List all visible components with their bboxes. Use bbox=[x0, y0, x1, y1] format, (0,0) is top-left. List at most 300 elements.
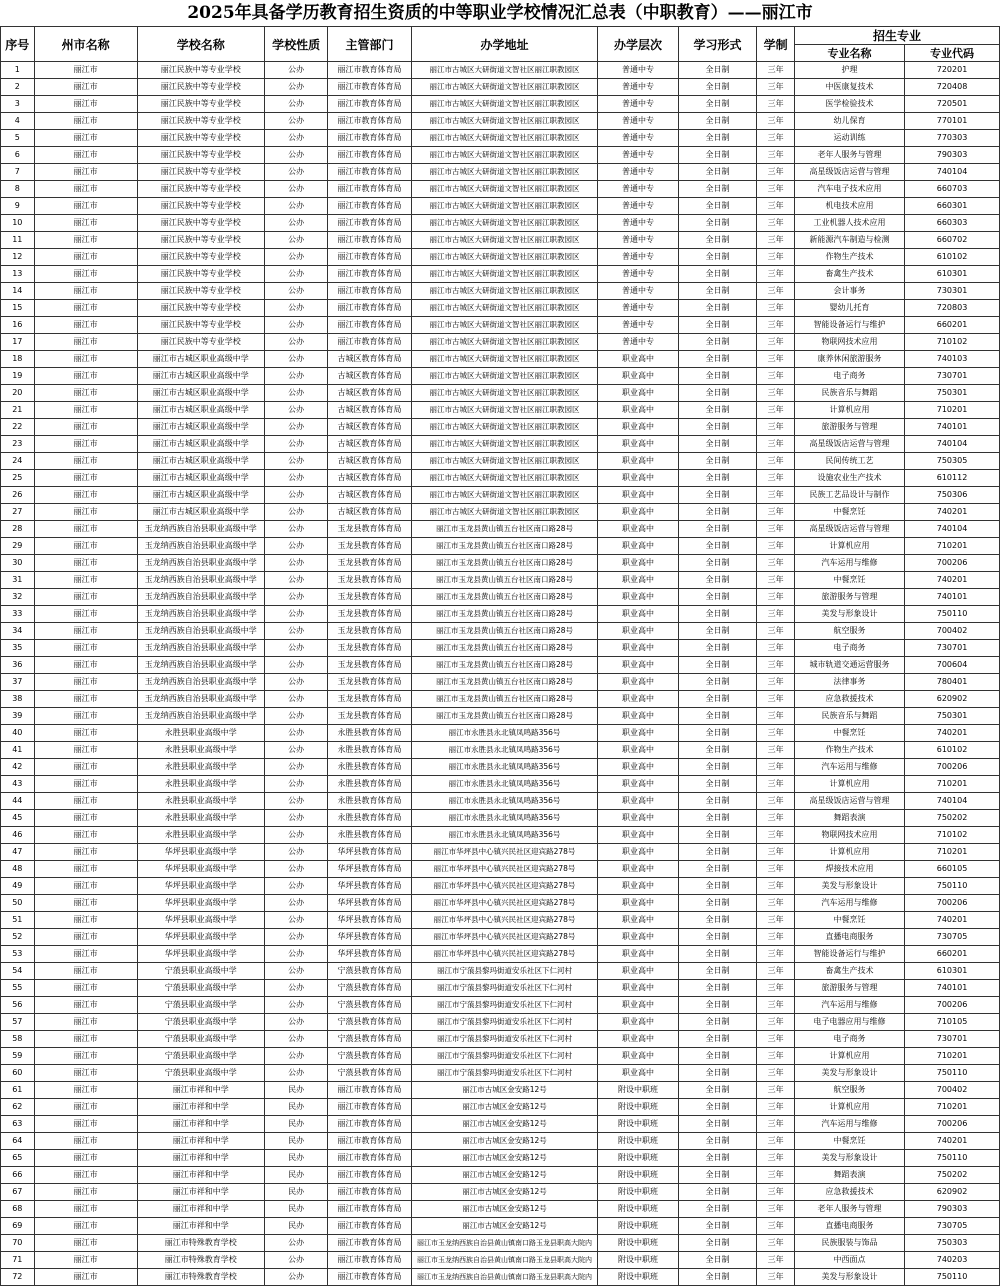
cell-city: 丽江市 bbox=[34, 385, 137, 402]
cell-mode: 全日制 bbox=[678, 1269, 756, 1286]
cell-major-code: 740201 bbox=[905, 504, 1000, 521]
cell-major-code: 730701 bbox=[905, 640, 1000, 657]
cell-dept: 丽江市教育体育局 bbox=[328, 232, 412, 249]
cell-level: 职业高中 bbox=[598, 402, 679, 419]
cell-mode: 全日制 bbox=[678, 232, 756, 249]
cell-major-name: 运动训练 bbox=[794, 130, 904, 147]
cell-nature: 公办 bbox=[264, 878, 327, 895]
cell-seq: 3 bbox=[1, 96, 35, 113]
cell-school-name: 丽江市古城区职业高级中学 bbox=[137, 453, 264, 470]
cell-duration: 三年 bbox=[757, 555, 795, 572]
header-duration: 学制 bbox=[757, 27, 795, 62]
cell-address: 丽江市宁蒗县黎玛街道安乐社区下仁河村 bbox=[411, 1014, 598, 1031]
cell-nature: 公办 bbox=[264, 504, 327, 521]
cell-city: 丽江市 bbox=[34, 912, 137, 929]
cell-school-name: 永胜县职业高级中学 bbox=[137, 725, 264, 742]
cell-city: 丽江市 bbox=[34, 1201, 137, 1218]
cell-level: 职业高中 bbox=[598, 538, 679, 555]
cell-mode: 全日制 bbox=[678, 844, 756, 861]
cell-duration: 三年 bbox=[757, 283, 795, 300]
cell-city: 丽江市 bbox=[34, 1133, 137, 1150]
table-row bbox=[1, 640, 1000, 657]
cell-dept: 玉龙县教育体育局 bbox=[328, 606, 412, 623]
cell-mode: 全日制 bbox=[678, 1133, 756, 1150]
header-address: 办学地址 bbox=[411, 27, 598, 62]
cell-seq: 25 bbox=[1, 470, 35, 487]
cell-mode: 全日制 bbox=[678, 725, 756, 742]
cell-address: 丽江市古城区大研街道文智社区丽江职教园区 bbox=[411, 215, 598, 232]
cell-mode: 全日制 bbox=[678, 963, 756, 980]
cell-nature: 公办 bbox=[264, 402, 327, 419]
cell-major-name: 美发与形象设计 bbox=[794, 606, 904, 623]
cell-major-code: 740101 bbox=[905, 419, 1000, 436]
table-row bbox=[1, 521, 1000, 538]
cell-address: 丽江市华坪县中心镇兴民社区迎宾路278号 bbox=[411, 895, 598, 912]
cell-major-name: 旅游服务与管理 bbox=[794, 419, 904, 436]
cell-dept: 丽江市教育体育局 bbox=[328, 181, 412, 198]
cell-major-code: 750301 bbox=[905, 385, 1000, 402]
cell-address: 丽江市玉龙县黄山镇五台社区南口路28号 bbox=[411, 657, 598, 674]
cell-major-code: 710201 bbox=[905, 776, 1000, 793]
cell-level: 职业高中 bbox=[598, 725, 679, 742]
cell-major-name: 中西面点 bbox=[794, 1252, 904, 1269]
table-row bbox=[1, 1065, 1000, 1082]
cell-duration: 三年 bbox=[757, 589, 795, 606]
cell-major-code: 730705 bbox=[905, 1218, 1000, 1235]
cell-school-name: 丽江市祥和中学 bbox=[137, 1184, 264, 1201]
cell-major-name: 美发与形象设计 bbox=[794, 1065, 904, 1082]
cell-city: 丽江市 bbox=[34, 1048, 137, 1065]
cell-nature: 公办 bbox=[264, 776, 327, 793]
cell-nature: 公办 bbox=[264, 198, 327, 215]
cell-school-name: 丽江市特殊教育学校 bbox=[137, 1235, 264, 1252]
cell-duration: 三年 bbox=[757, 470, 795, 487]
cell-seq: 12 bbox=[1, 249, 35, 266]
table-row bbox=[1, 334, 1000, 351]
cell-dept: 丽江市教育体育局 bbox=[328, 1235, 412, 1252]
cell-level: 职业高中 bbox=[598, 674, 679, 691]
cell-seq: 55 bbox=[1, 980, 35, 997]
cell-address: 丽江市古城区金安路12号 bbox=[411, 1184, 598, 1201]
cell-school-name: 永胜县职业高级中学 bbox=[137, 759, 264, 776]
cell-mode: 全日制 bbox=[678, 912, 756, 929]
cell-city: 丽江市 bbox=[34, 1167, 137, 1184]
cell-duration: 三年 bbox=[757, 861, 795, 878]
cell-address: 丽江市宁蒗县黎玛街道安乐社区下仁河村 bbox=[411, 997, 598, 1014]
cell-major-name: 民族音乐与舞蹈 bbox=[794, 385, 904, 402]
cell-major-name: 直播电商服务 bbox=[794, 1218, 904, 1235]
cell-mode: 全日制 bbox=[678, 929, 756, 946]
cell-mode: 全日制 bbox=[678, 198, 756, 215]
cell-dept: 宁蒗县教育体育局 bbox=[328, 980, 412, 997]
cell-city: 丽江市 bbox=[34, 334, 137, 351]
cell-nature: 民办 bbox=[264, 1116, 327, 1133]
cell-seq: 30 bbox=[1, 555, 35, 572]
cell-level: 附设中职班 bbox=[598, 1235, 679, 1252]
cell-address: 丽江市古城区大研街道文智社区丽江职教园区 bbox=[411, 130, 598, 147]
cell-school-name: 华坪县职业高级中学 bbox=[137, 878, 264, 895]
cell-duration: 三年 bbox=[757, 1201, 795, 1218]
cell-duration: 三年 bbox=[757, 742, 795, 759]
table-row bbox=[1, 793, 1000, 810]
cell-major-name: 计算机应用 bbox=[794, 776, 904, 793]
table-row bbox=[1, 1082, 1000, 1099]
cell-mode: 全日制 bbox=[678, 1218, 756, 1235]
cell-school-name: 永胜县职业高级中学 bbox=[137, 793, 264, 810]
cell-nature: 公办 bbox=[264, 1252, 327, 1269]
cell-address: 丽江市宁蒗县黎玛街道安乐社区下仁河村 bbox=[411, 1065, 598, 1082]
cell-duration: 三年 bbox=[757, 1082, 795, 1099]
cell-seq: 67 bbox=[1, 1184, 35, 1201]
header-city: 州市名称 bbox=[34, 27, 137, 62]
cell-school-name: 丽江市祥和中学 bbox=[137, 1082, 264, 1099]
table-row bbox=[1, 436, 1000, 453]
cell-address: 丽江市玉龙县黄山镇五台社区南口路28号 bbox=[411, 589, 598, 606]
cell-nature: 公办 bbox=[264, 623, 327, 640]
table-row bbox=[1, 1150, 1000, 1167]
cell-major-code: 740201 bbox=[905, 1133, 1000, 1150]
cell-school-name: 华坪县职业高级中学 bbox=[137, 929, 264, 946]
cell-duration: 三年 bbox=[757, 96, 795, 113]
cell-nature: 公办 bbox=[264, 317, 327, 334]
cell-mode: 全日制 bbox=[678, 1150, 756, 1167]
cell-dept: 宁蒗县教育体育局 bbox=[328, 1014, 412, 1031]
cell-seq: 72 bbox=[1, 1269, 35, 1286]
cell-seq: 68 bbox=[1, 1201, 35, 1218]
cell-duration: 三年 bbox=[757, 232, 795, 249]
cell-seq: 8 bbox=[1, 181, 35, 198]
cell-major-name: 法律事务 bbox=[794, 674, 904, 691]
cell-dept: 丽江市教育体育局 bbox=[328, 1201, 412, 1218]
cell-major-code: 740103 bbox=[905, 351, 1000, 368]
cell-city: 丽江市 bbox=[34, 521, 137, 538]
cell-level: 附设中职班 bbox=[598, 1218, 679, 1235]
table-row bbox=[1, 147, 1000, 164]
cell-major-code: 720501 bbox=[905, 96, 1000, 113]
cell-seq: 18 bbox=[1, 351, 35, 368]
cell-city: 丽江市 bbox=[34, 997, 137, 1014]
cell-address: 丽江市玉龙县黄山镇五台社区南口路28号 bbox=[411, 640, 598, 657]
cell-address: 丽江市玉龙纳西族自治县黄山镇南口路玉龙县职高大院内 bbox=[411, 1252, 598, 1269]
cell-address: 丽江市古城区大研街道文智社区丽江职教园区 bbox=[411, 62, 598, 79]
cell-seq: 6 bbox=[1, 147, 35, 164]
cell-major-name: 中餐烹饪 bbox=[794, 1133, 904, 1150]
cell-city: 丽江市 bbox=[34, 640, 137, 657]
cell-school-name: 丽江市祥和中学 bbox=[137, 1150, 264, 1167]
cell-duration: 三年 bbox=[757, 725, 795, 742]
cell-mode: 全日制 bbox=[678, 181, 756, 198]
cell-dept: 古城区教育体育局 bbox=[328, 504, 412, 521]
cell-address: 丽江市古城区大研街道文智社区丽江职教园区 bbox=[411, 453, 598, 470]
table-row bbox=[1, 606, 1000, 623]
cell-major-name: 汽车运用与维修 bbox=[794, 555, 904, 572]
cell-major-name: 汽车运用与维修 bbox=[794, 895, 904, 912]
cell-nature: 公办 bbox=[264, 470, 327, 487]
cell-city: 丽江市 bbox=[34, 164, 137, 181]
cell-city: 丽江市 bbox=[34, 810, 137, 827]
cell-city: 丽江市 bbox=[34, 147, 137, 164]
cell-major-code: 750301 bbox=[905, 708, 1000, 725]
cell-seq: 33 bbox=[1, 606, 35, 623]
cell-seq: 5 bbox=[1, 130, 35, 147]
cell-nature: 公办 bbox=[264, 266, 327, 283]
cell-duration: 三年 bbox=[757, 1184, 795, 1201]
cell-duration: 三年 bbox=[757, 181, 795, 198]
cell-nature: 公办 bbox=[264, 742, 327, 759]
table-row bbox=[1, 453, 1000, 470]
cell-major-code: 610301 bbox=[905, 963, 1000, 980]
cell-school-name: 华坪县职业高级中学 bbox=[137, 861, 264, 878]
cell-level: 职业高中 bbox=[598, 572, 679, 589]
cell-city: 丽江市 bbox=[34, 776, 137, 793]
cell-nature: 公办 bbox=[264, 946, 327, 963]
cell-address: 丽江市永胜县永北镇凤鸣路356号 bbox=[411, 759, 598, 776]
document-title: 2025年具备学历教育招生资质的中等职业学校情况汇总表（中职教育）——丽江市 bbox=[187, 3, 813, 23]
header-enroll-group: 招生专业 bbox=[794, 27, 999, 45]
cell-school-name: 丽江市古城区职业高级中学 bbox=[137, 436, 264, 453]
cell-dept: 丽江市教育体育局 bbox=[328, 1252, 412, 1269]
cell-address: 丽江市古城区大研街道文智社区丽江职教园区 bbox=[411, 198, 598, 215]
cell-school-name: 丽江市古城区职业高级中学 bbox=[137, 504, 264, 521]
cell-major-name: 中餐烹饪 bbox=[794, 572, 904, 589]
cell-level: 职业高中 bbox=[598, 419, 679, 436]
cell-mode: 全日制 bbox=[678, 385, 756, 402]
cell-level: 职业高中 bbox=[598, 606, 679, 623]
cell-mode: 全日制 bbox=[678, 147, 756, 164]
cell-major-name: 电子商务 bbox=[794, 368, 904, 385]
cell-duration: 三年 bbox=[757, 878, 795, 895]
cell-address: 丽江市古城区大研街道文智社区丽江职教园区 bbox=[411, 266, 598, 283]
cell-seq: 27 bbox=[1, 504, 35, 521]
table-row bbox=[1, 96, 1000, 113]
cell-major-code: 740104 bbox=[905, 436, 1000, 453]
cell-seq: 1 bbox=[1, 62, 35, 79]
cell-major-code: 610102 bbox=[905, 742, 1000, 759]
cell-duration: 三年 bbox=[757, 164, 795, 181]
cell-major-code: 730705 bbox=[905, 929, 1000, 946]
cell-school-name: 丽江市祥和中学 bbox=[137, 1116, 264, 1133]
table-body bbox=[1, 62, 1000, 1286]
cell-city: 丽江市 bbox=[34, 402, 137, 419]
cell-seq: 39 bbox=[1, 708, 35, 725]
cell-level: 附设中职班 bbox=[598, 1167, 679, 1184]
cell-mode: 全日制 bbox=[678, 283, 756, 300]
cell-level: 职业高中 bbox=[598, 351, 679, 368]
cell-level: 职业高中 bbox=[598, 368, 679, 385]
cell-seq: 11 bbox=[1, 232, 35, 249]
cell-level: 职业高中 bbox=[598, 946, 679, 963]
cell-seq: 7 bbox=[1, 164, 35, 181]
cell-dept: 华坪县教育体育局 bbox=[328, 946, 412, 963]
cell-major-code: 710102 bbox=[905, 827, 1000, 844]
cell-level: 普通中专 bbox=[598, 232, 679, 249]
cell-city: 丽江市 bbox=[34, 96, 137, 113]
cell-dept: 丽江市教育体育局 bbox=[328, 62, 412, 79]
cell-seq: 61 bbox=[1, 1082, 35, 1099]
cell-seq: 63 bbox=[1, 1116, 35, 1133]
header-mode: 学习形式 bbox=[678, 27, 756, 62]
cell-city: 丽江市 bbox=[34, 878, 137, 895]
cell-nature: 公办 bbox=[264, 147, 327, 164]
cell-seq: 48 bbox=[1, 861, 35, 878]
cell-major-code: 710201 bbox=[905, 844, 1000, 861]
cell-duration: 三年 bbox=[757, 640, 795, 657]
table-row bbox=[1, 878, 1000, 895]
cell-major-name: 机电技术应用 bbox=[794, 198, 904, 215]
cell-mode: 全日制 bbox=[678, 113, 756, 130]
table-row bbox=[1, 657, 1000, 674]
cell-mode: 全日制 bbox=[678, 793, 756, 810]
cell-school-name: 宁蒗县职业高级中学 bbox=[137, 1014, 264, 1031]
cell-address: 丽江市永胜县永北镇凤鸣路356号 bbox=[411, 810, 598, 827]
cell-address: 丽江市玉龙县黄山镇五台社区南口路28号 bbox=[411, 538, 598, 555]
cell-level: 普通中专 bbox=[598, 334, 679, 351]
cell-mode: 全日制 bbox=[678, 1184, 756, 1201]
cell-nature: 公办 bbox=[264, 232, 327, 249]
cell-dept: 古城区教育体育局 bbox=[328, 487, 412, 504]
cell-level: 普通中专 bbox=[598, 147, 679, 164]
table-row bbox=[1, 912, 1000, 929]
table-row bbox=[1, 317, 1000, 334]
cell-nature: 公办 bbox=[264, 708, 327, 725]
cell-city: 丽江市 bbox=[34, 861, 137, 878]
cell-school-name: 玉龙纳西族自治县职业高级中学 bbox=[137, 589, 264, 606]
table-row bbox=[1, 351, 1000, 368]
cell-address: 丽江市华坪县中心镇兴民社区迎宾路278号 bbox=[411, 844, 598, 861]
cell-major-name: 民族工艺品设计与制作 bbox=[794, 487, 904, 504]
cell-mode: 全日制 bbox=[678, 249, 756, 266]
cell-school-name: 永胜县职业高级中学 bbox=[137, 810, 264, 827]
cell-city: 丽江市 bbox=[34, 62, 137, 79]
cell-major-code: 660702 bbox=[905, 232, 1000, 249]
cell-address: 丽江市古城区大研街道文智社区丽江职教园区 bbox=[411, 334, 598, 351]
cell-major-code: 780401 bbox=[905, 674, 1000, 691]
table-row bbox=[1, 1167, 1000, 1184]
cell-school-name: 丽江市祥和中学 bbox=[137, 1201, 264, 1218]
cell-level: 职业高中 bbox=[598, 453, 679, 470]
cell-seq: 36 bbox=[1, 657, 35, 674]
cell-major-name: 物联网技术应用 bbox=[794, 334, 904, 351]
cell-school-name: 华坪县职业高级中学 bbox=[137, 844, 264, 861]
cell-dept: 玉龙县教育体育局 bbox=[328, 691, 412, 708]
table-row bbox=[1, 402, 1000, 419]
cell-city: 丽江市 bbox=[34, 623, 137, 640]
cell-level: 职业高中 bbox=[598, 759, 679, 776]
cell-mode: 全日制 bbox=[678, 1116, 756, 1133]
cell-mode: 全日制 bbox=[678, 419, 756, 436]
cell-level: 普通中专 bbox=[598, 317, 679, 334]
cell-city: 丽江市 bbox=[34, 232, 137, 249]
cell-major-code: 710201 bbox=[905, 1099, 1000, 1116]
cell-mode: 全日制 bbox=[678, 640, 756, 657]
cell-nature: 公办 bbox=[264, 1065, 327, 1082]
table-row bbox=[1, 997, 1000, 1014]
cell-duration: 三年 bbox=[757, 1031, 795, 1048]
cell-major-name: 电子电器应用与维修 bbox=[794, 1014, 904, 1031]
cell-city: 丽江市 bbox=[34, 827, 137, 844]
cell-mode: 全日制 bbox=[678, 946, 756, 963]
cell-major-name: 航空服务 bbox=[794, 1082, 904, 1099]
cell-duration: 三年 bbox=[757, 1014, 795, 1031]
cell-nature: 公办 bbox=[264, 1014, 327, 1031]
cell-major-code: 750110 bbox=[905, 878, 1000, 895]
table-row bbox=[1, 419, 1000, 436]
cell-address: 丽江市古城区大研街道文智社区丽江职教园区 bbox=[411, 283, 598, 300]
cell-nature: 公办 bbox=[264, 351, 327, 368]
cell-major-code: 660201 bbox=[905, 317, 1000, 334]
cell-address: 丽江市古城区大研街道文智社区丽江职教园区 bbox=[411, 317, 598, 334]
cell-mode: 全日制 bbox=[678, 1167, 756, 1184]
cell-nature: 民办 bbox=[264, 1218, 327, 1235]
cell-dept: 宁蒗县教育体育局 bbox=[328, 997, 412, 1014]
cell-nature: 公办 bbox=[264, 555, 327, 572]
cell-seq: 34 bbox=[1, 623, 35, 640]
cell-address: 丽江市宁蒗县黎玛街道安乐社区下仁河村 bbox=[411, 980, 598, 997]
table-row bbox=[1, 844, 1000, 861]
cell-mode: 全日制 bbox=[678, 1235, 756, 1252]
cell-city: 丽江市 bbox=[34, 300, 137, 317]
cell-major-code: 750305 bbox=[905, 453, 1000, 470]
cell-seq: 38 bbox=[1, 691, 35, 708]
table-row bbox=[1, 895, 1000, 912]
cell-major-name: 民族服装与饰品 bbox=[794, 1235, 904, 1252]
cell-city: 丽江市 bbox=[34, 793, 137, 810]
cell-dept: 古城区教育体育局 bbox=[328, 436, 412, 453]
cell-level: 普通中专 bbox=[598, 96, 679, 113]
cell-dept: 永胜县教育体育局 bbox=[328, 810, 412, 827]
cell-mode: 全日制 bbox=[678, 1082, 756, 1099]
cell-dept: 玉龙县教育体育局 bbox=[328, 674, 412, 691]
cell-address: 丽江市华坪县中心镇兴民社区迎宾路278号 bbox=[411, 878, 598, 895]
cell-school-name: 丽江市祥和中学 bbox=[137, 1099, 264, 1116]
table-row bbox=[1, 708, 1000, 725]
table-row bbox=[1, 674, 1000, 691]
cell-nature: 公办 bbox=[264, 419, 327, 436]
cell-level: 职业高中 bbox=[598, 929, 679, 946]
cell-duration: 三年 bbox=[757, 266, 795, 283]
cell-duration: 三年 bbox=[757, 759, 795, 776]
cell-seq: 24 bbox=[1, 453, 35, 470]
cell-city: 丽江市 bbox=[34, 470, 137, 487]
cell-nature: 公办 bbox=[264, 997, 327, 1014]
cell-nature: 公办 bbox=[264, 487, 327, 504]
cell-school-name: 玉龙纳西族自治县职业高级中学 bbox=[137, 555, 264, 572]
cell-address: 丽江市古城区大研街道文智社区丽江职教园区 bbox=[411, 436, 598, 453]
cell-mode: 全日制 bbox=[678, 79, 756, 96]
cell-address: 丽江市古城区金安路12号 bbox=[411, 1116, 598, 1133]
cell-nature: 公办 bbox=[264, 1235, 327, 1252]
cell-school-name: 丽江民族中等专业学校 bbox=[137, 62, 264, 79]
cell-mode: 全日制 bbox=[678, 997, 756, 1014]
cell-address: 丽江市古城区大研街道文智社区丽江职教园区 bbox=[411, 470, 598, 487]
cell-major-name: 焊接技术应用 bbox=[794, 861, 904, 878]
cell-school-name: 丽江市特殊教育学校 bbox=[137, 1269, 264, 1286]
cell-level: 附设中职班 bbox=[598, 1099, 679, 1116]
cell-address: 丽江市古城区大研街道文智社区丽江职教园区 bbox=[411, 504, 598, 521]
cell-address: 丽江市古城区金安路12号 bbox=[411, 1150, 598, 1167]
cell-major-code: 660301 bbox=[905, 198, 1000, 215]
cell-nature: 公办 bbox=[264, 79, 327, 96]
table-row bbox=[1, 1184, 1000, 1201]
cell-mode: 全日制 bbox=[678, 861, 756, 878]
cell-seq: 47 bbox=[1, 844, 35, 861]
cell-duration: 三年 bbox=[757, 1133, 795, 1150]
cell-school-name: 丽江市古城区职业高级中学 bbox=[137, 368, 264, 385]
table-row bbox=[1, 198, 1000, 215]
cell-nature: 公办 bbox=[264, 980, 327, 997]
cell-seq: 58 bbox=[1, 1031, 35, 1048]
cell-major-code: 660105 bbox=[905, 861, 1000, 878]
